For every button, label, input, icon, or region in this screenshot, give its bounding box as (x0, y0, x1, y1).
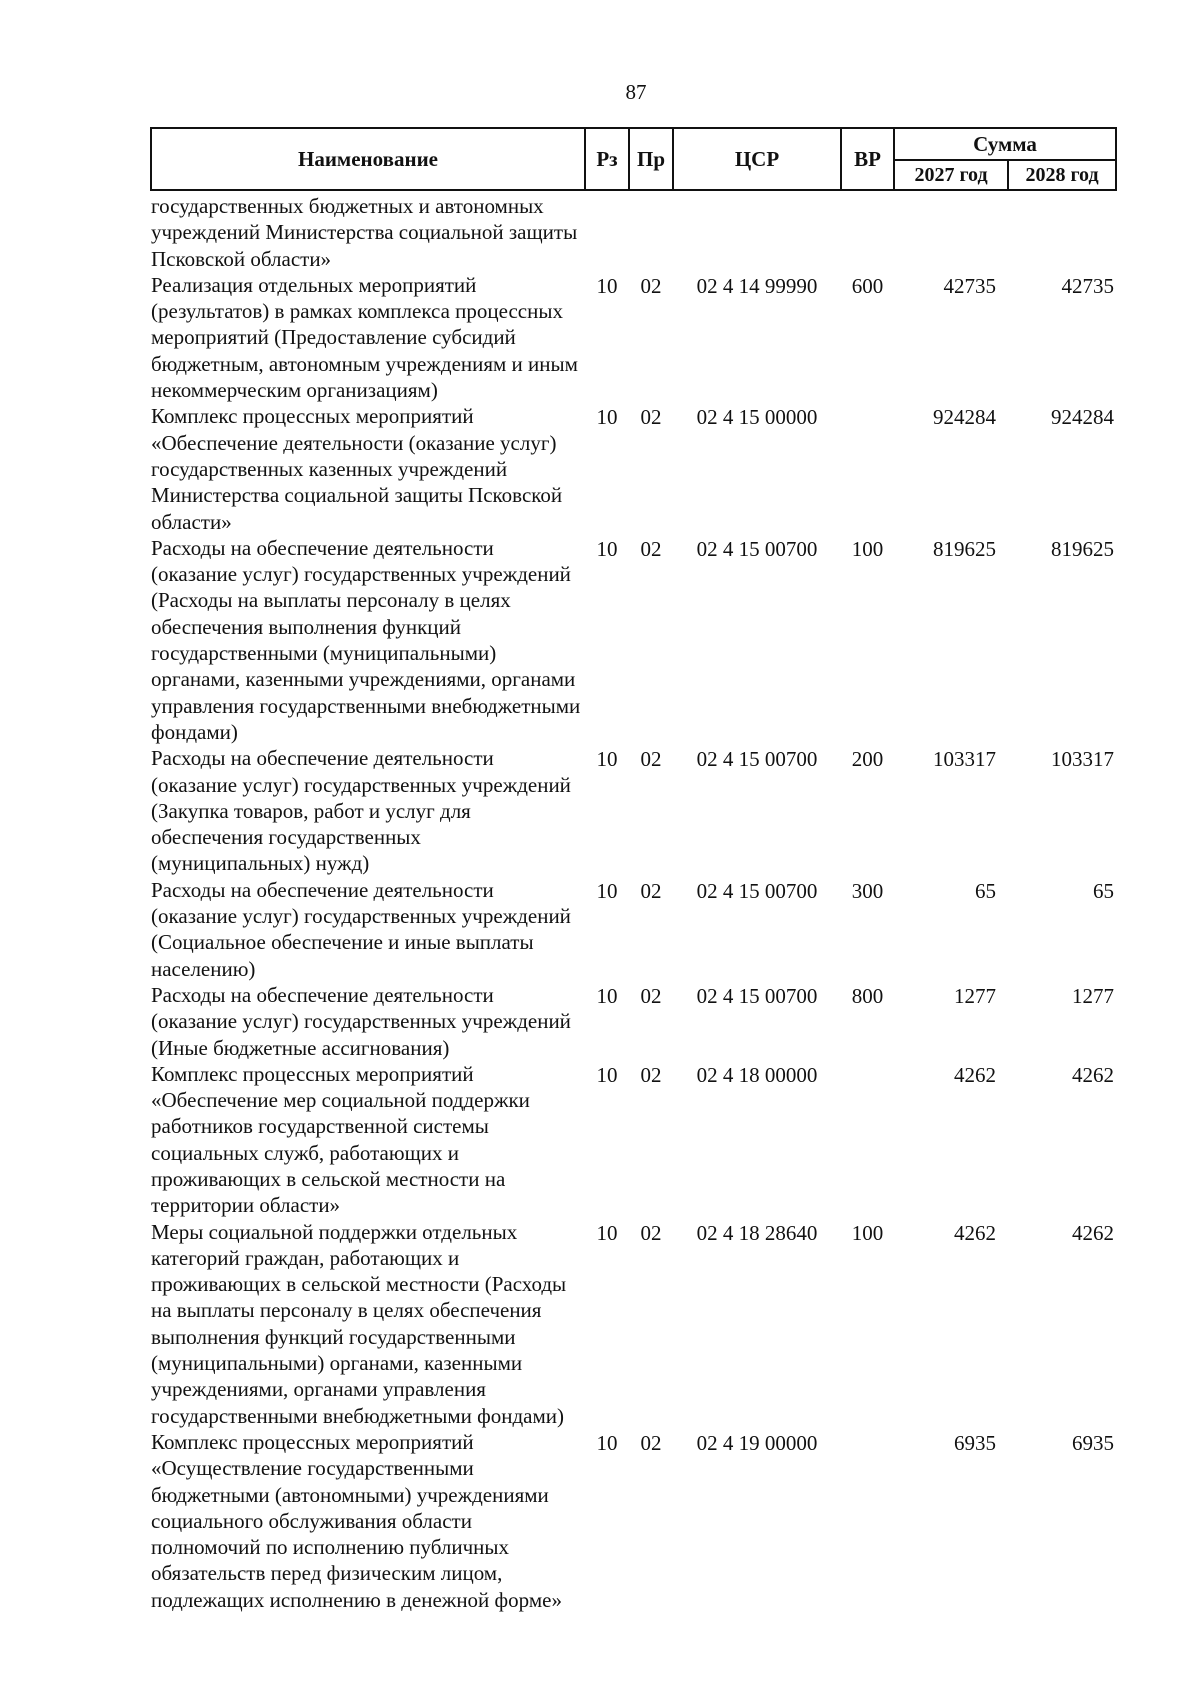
row-name: Меры социальной поддержки отдельных категорий граждан, работающих и проживающих в сельской местности (Расходы на выплаты персоналу в целях обеспечения выполнения функций государственными (муниципальными) органами, казенными учреждениями, органами управления государственными внебюджетными фондами) (151, 1219, 567, 1428)
row-sum-2027: 1277 (954, 983, 996, 1008)
row-sum-2028: 65 (1093, 878, 1114, 903)
row-rz: 10 (596, 1430, 618, 1455)
row-vr: 300 (851, 878, 884, 903)
row-rz: 10 (596, 747, 618, 772)
row-pr: 02 (640, 1062, 662, 1087)
table-row (151, 190, 1116, 272)
row-rz: 10 (596, 983, 618, 1008)
row-pr (629, 190, 673, 272)
row-pr: 02 (640, 1220, 662, 1245)
row-csr: 02 4 15 00000 (696, 405, 818, 430)
row-vr: 800 (851, 983, 884, 1008)
budget-table (150, 127, 1117, 1613)
header-csr: ЦСР (673, 128, 841, 190)
row-name: Реализация отдельных мероприятий (результатов) в рамках комплекса процессных мероприятий (Предоставление субсидий бюджетным, автономным учреждениям и иным некоммерческим организациям) (151, 272, 578, 403)
row-rz: 10 (596, 273, 618, 298)
row-pr: 02 (640, 878, 662, 903)
row-sum-2027: 65 (975, 878, 996, 903)
row-rz: 10 (596, 878, 618, 903)
table-row (151, 1219, 1116, 1429)
row-sum-2028: 6935 (1072, 1430, 1114, 1455)
row-name: Расходы на обеспечение деятельности (оказание услуг) государственных учреждений (Закупка товаров, работ и услуг для обеспечения государственных (муниципальных) нужд) (151, 746, 571, 876)
row-pr: 02 (640, 273, 662, 298)
page-number: 87 (625, 80, 647, 104)
row-name: Комплекс процессных мероприятий «Осуществление государственными бюджетными (автономными) учреждениями социального обслуживания области полномочий по исполнению публичных обязательств перед физическим лицом, подлежащих исполнению в денежной форме» (151, 1429, 562, 1612)
row-rz: 10 (596, 405, 618, 430)
row-name: государственных бюджетных и автономных учреждений Министерства социальной защиты Псковской области» (151, 194, 578, 271)
row-csr: 02 4 15 00700 (696, 878, 818, 903)
row-csr: 02 4 19 00000 (696, 1430, 818, 1455)
row-name: Расходы на обеспечение деятельности (оказание услуг) государственных учреждений (Расходы на выплаты персоналу в целях обеспечения выполнения функций государственными (муниципальными) органами, казенными учреждениями, органами управления государственными внебюджетными фондами) (151, 535, 581, 744)
row-name: Комплекс процессных мероприятий «Обеспечение деятельности (оказание услуг) государственных казенных учреждений Министерства социальной защиты Псковской области» (151, 404, 563, 534)
row-csr: 02 4 15 00700 (696, 983, 818, 1008)
row-sum-2027: 6935 (954, 1430, 996, 1455)
header-vr: ВР (841, 128, 894, 190)
row-vr: 200 (851, 747, 884, 772)
table-header (151, 128, 1116, 190)
table-row (151, 982, 1116, 1061)
row-pr: 02 (640, 536, 662, 561)
row-pr: 02 (640, 983, 662, 1008)
row-sum-2028: 103317 (1051, 747, 1114, 772)
row-sum-2028: 4262 (1072, 1062, 1114, 1087)
row-sum-2027: 42735 (943, 273, 996, 298)
row-sum-2028: 4262 (1072, 1220, 1114, 1245)
table-row (151, 272, 1116, 403)
row-csr (673, 190, 841, 272)
row-vr (841, 1429, 894, 1613)
table-row (151, 1061, 1116, 1219)
table-row (151, 877, 1116, 982)
row-sum-2027: 4262 (954, 1220, 996, 1245)
row-name: Комплекс процессных мероприятий «Обеспечение мер социальной поддержки работников государственной системы социальных служб, работающих и проживающих в сельской местности на территории области» (151, 1061, 530, 1218)
row-name: Расходы на обеспечение деятельности (оказание услуг) государственных учреждений (Иные бюджетные ассигнования) (151, 982, 571, 1060)
row-sum-2028: 42735 (1061, 273, 1114, 298)
row-pr: 02 (640, 747, 662, 772)
row-csr: 02 4 18 00000 (696, 1062, 818, 1087)
header-year-2028: 2028 год (1008, 160, 1116, 190)
row-csr: 02 4 15 00700 (696, 747, 818, 772)
row-csr: 02 4 14 99990 (696, 273, 818, 298)
row-vr: 100 (851, 536, 884, 561)
row-sum-2027 (894, 190, 1008, 272)
table-row (151, 1429, 1116, 1613)
row-sum-2027: 103317 (933, 747, 996, 772)
row-csr: 02 4 15 00700 (696, 536, 818, 561)
header-pr: Пр (629, 128, 673, 190)
row-vr: 600 (851, 273, 884, 298)
row-sum-2028: 819625 (1051, 536, 1114, 561)
header-year-2027: 2027 год (894, 160, 1008, 190)
row-sum-2028: 1277 (1072, 983, 1114, 1008)
row-vr (841, 403, 894, 534)
table-body (151, 190, 1116, 1613)
row-pr: 02 (640, 405, 662, 430)
row-vr: 100 (851, 1220, 884, 1245)
row-sum-2028: 924284 (1051, 405, 1114, 430)
row-pr: 02 (640, 1430, 662, 1455)
row-name: Расходы на обеспечение деятельности (оказание услуг) государственных учреждений (Социальное обеспечение и иные выплаты населению) (151, 877, 571, 981)
row-sum-2028 (1008, 190, 1116, 272)
header-sum: Сумма (894, 128, 1116, 160)
table-row (151, 745, 1116, 876)
header-name: Наименование (151, 128, 585, 190)
row-sum-2027: 819625 (933, 536, 996, 561)
row-vr (841, 1061, 894, 1219)
row-csr: 02 4 18 28640 (696, 1220, 818, 1245)
row-vr (841, 190, 894, 272)
header-rz: Рз (585, 128, 629, 190)
row-rz: 10 (596, 1220, 618, 1245)
table-row (151, 403, 1116, 534)
row-rz (585, 190, 629, 272)
table-row (151, 535, 1116, 745)
row-rz: 10 (596, 536, 618, 561)
row-rz: 10 (596, 1062, 618, 1087)
row-sum-2027: 924284 (933, 405, 996, 430)
row-sum-2027: 4262 (954, 1062, 996, 1087)
